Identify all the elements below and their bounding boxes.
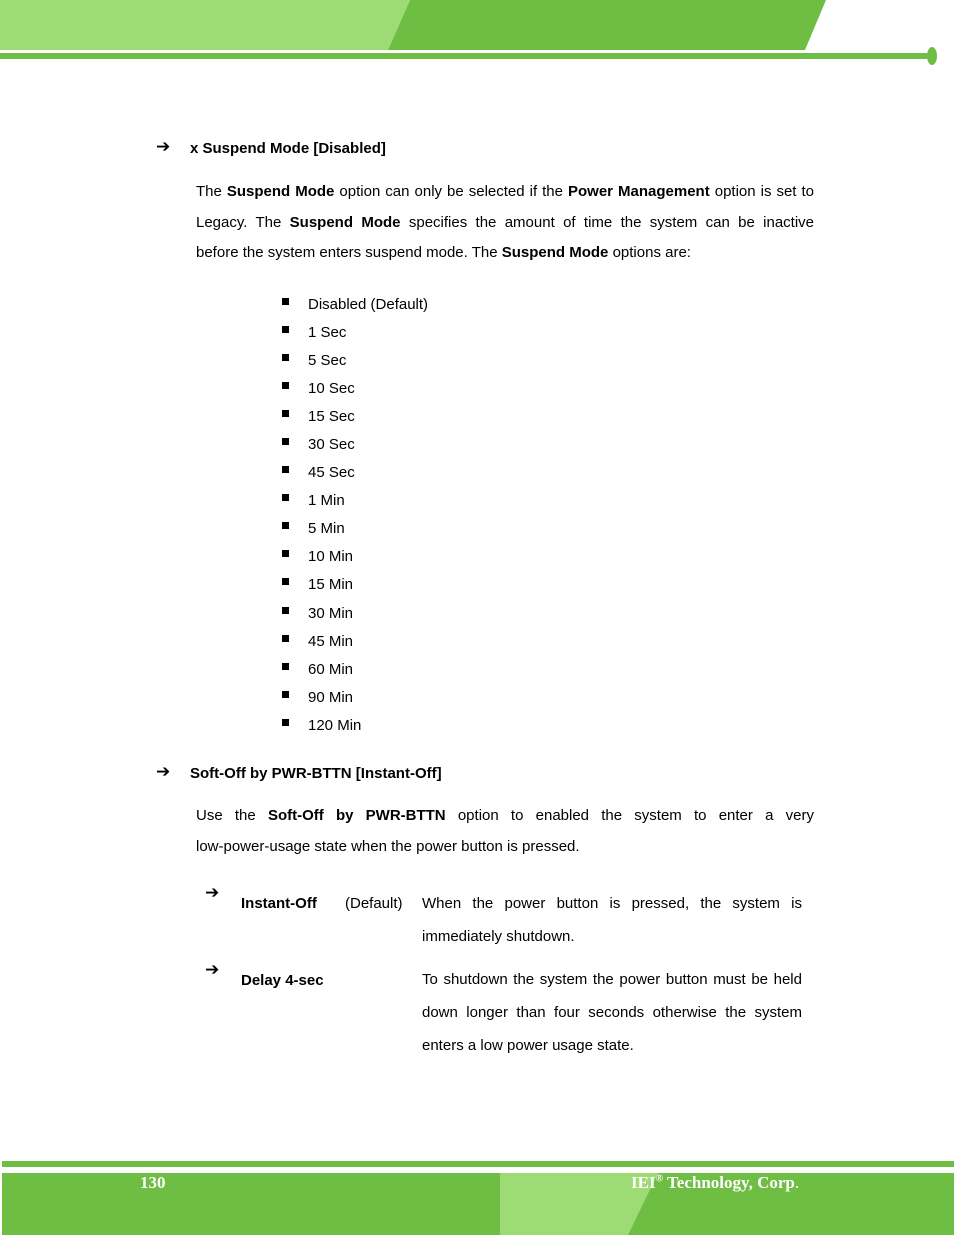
list-item: 1 Min bbox=[280, 488, 428, 516]
header-rule bbox=[0, 53, 930, 59]
square-bullet-icon bbox=[282, 691, 289, 698]
instant-off-option-name: Instant-Off bbox=[241, 895, 317, 912]
company-name: IEI® Technology, Corp. bbox=[631, 1173, 800, 1192]
square-bullet-icon bbox=[282, 607, 289, 614]
header-banner bbox=[0, 0, 954, 70]
square-bullet-icon bbox=[282, 382, 289, 389]
suspend-mode-options-list bbox=[280, 292, 428, 741]
square-bullet-icon bbox=[282, 466, 289, 473]
list-item: 5 Sec bbox=[280, 348, 428, 376]
list-item: 30 Min bbox=[280, 601, 428, 629]
square-bullet-icon bbox=[282, 438, 289, 445]
square-bullet-icon bbox=[282, 494, 289, 501]
suspend-mode-heading: x Suspend Mode [Disabled] bbox=[190, 140, 386, 157]
list-item: 10 Min bbox=[280, 544, 428, 572]
arrow-right-icon: ➔ bbox=[205, 883, 220, 903]
arrow-right-icon: ➔ bbox=[156, 762, 171, 782]
square-bullet-icon bbox=[282, 354, 289, 361]
square-bullet-icon bbox=[282, 550, 289, 557]
suspend-mode-description: The Suspend Mode option can only be selected if the Power Management option is set to Legacy. The Suspend Mode specifies the amount of time the system can be inactive before the system enters suspend mode. The Suspend Mode options are: bbox=[196, 183, 815, 261]
header-dark-band bbox=[388, 0, 826, 50]
delay-4-sec-option-description: To shutdown the system the power button must be held down longer than four seconds otherwise the system enters a low power usage state. bbox=[422, 971, 802, 1054]
arrow-right-icon: ➔ bbox=[156, 137, 171, 157]
list-item: 15 Min bbox=[280, 572, 428, 600]
footer-rule bbox=[2, 1161, 954, 1167]
square-bullet-icon bbox=[282, 663, 289, 670]
header-rule-end bbox=[927, 47, 937, 65]
list-item: 90 Min bbox=[280, 685, 428, 713]
instant-off-default-label: (Default) bbox=[345, 895, 403, 912]
square-bullet-icon bbox=[282, 635, 289, 642]
square-bullet-icon bbox=[282, 719, 289, 726]
list-item: 15 Sec bbox=[280, 404, 428, 432]
header-light-band bbox=[0, 0, 410, 50]
soft-off-heading: Soft-Off by PWR-BTTN [Instant-Off] bbox=[190, 765, 442, 782]
footer-banner bbox=[0, 1158, 954, 1235]
square-bullet-icon bbox=[282, 522, 289, 529]
delay-4-sec-option-name: Delay 4-sec bbox=[241, 972, 324, 989]
list-item: Disabled (Default) bbox=[280, 292, 428, 320]
square-bullet-icon bbox=[282, 326, 289, 333]
soft-off-description: Use the Soft-Off by PWR-BTTN option to enabled the system to enter a very low-power-usage state when the power button is pressed. bbox=[196, 807, 814, 855]
list-item: 45 Sec bbox=[280, 460, 428, 488]
page-number: 130 bbox=[140, 1173, 166, 1192]
instant-off-option-description: When the power button is pressed, the system is immediately shutdown. bbox=[422, 895, 802, 945]
square-bullet-icon bbox=[282, 410, 289, 417]
square-bullet-icon bbox=[282, 298, 289, 305]
list-item: 45 Min bbox=[280, 629, 428, 657]
square-bullet-icon bbox=[282, 578, 289, 585]
list-item: 5 Min bbox=[280, 516, 428, 544]
list-item: 1 Sec bbox=[280, 320, 428, 348]
list-item: 60 Min bbox=[280, 657, 428, 685]
list-item: 120 Min bbox=[280, 713, 428, 741]
list-item: 30 Sec bbox=[280, 432, 428, 460]
list-item: 10 Sec bbox=[280, 376, 428, 404]
arrow-right-icon: ➔ bbox=[205, 960, 220, 980]
